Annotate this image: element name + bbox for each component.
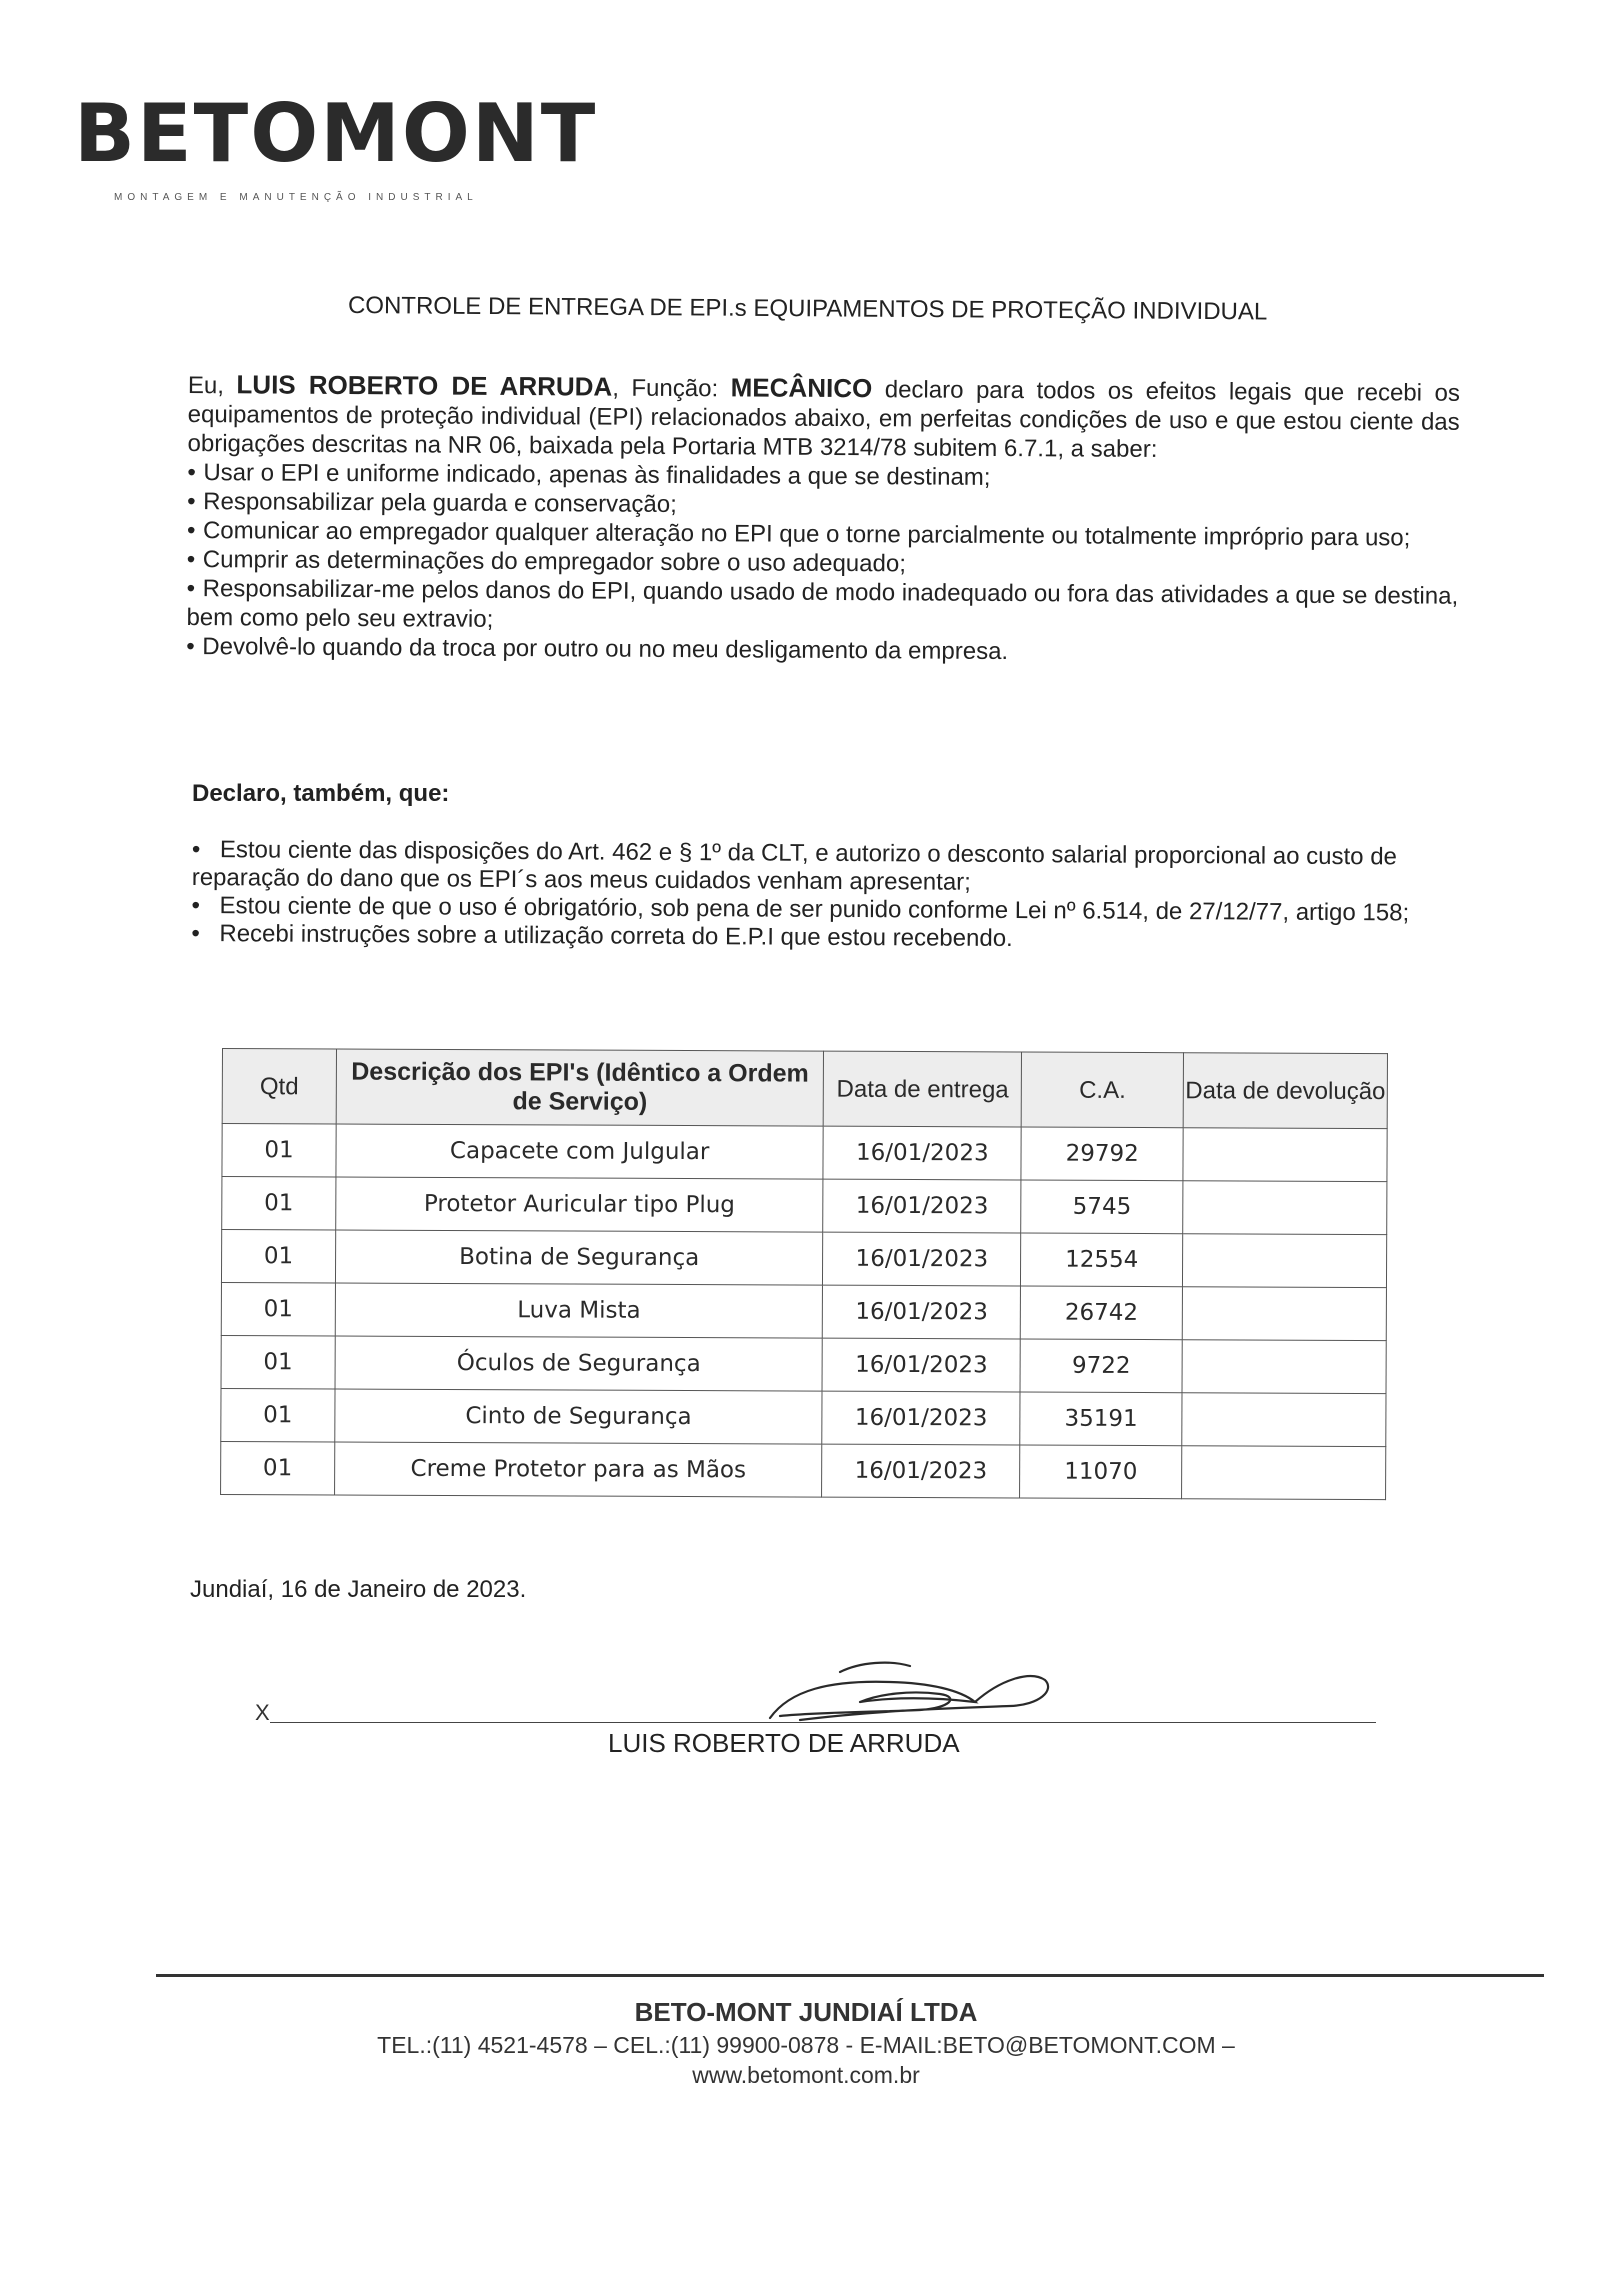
bullet-icon: • [187,487,196,516]
cell-ca: 26742 [1020,1286,1182,1340]
cell-return-date [1183,1234,1387,1288]
table-row [221,1230,1386,1288]
cell-description: Luva Mista [335,1283,823,1338]
employee-role: MECÂNICO [730,372,873,404]
cell-delivery-date: 16/01/2023 [822,1338,1020,1392]
cell-description: Creme Protetor para as Mãos [334,1442,822,1497]
list-item: • Estou ciente de que o uso é obrigatório, sob pena de ser punido conforme Lei nº 6.514, de 27/12/77, artigo 158; [191,891,1410,927]
list-item: • Estou ciente das disposições do Art. 462 e § 1º da CLT, e autorizo o desconto salarial proporcional ao custo de reparação do dano que os EPI´s aos meus cuidados venham apresentar; [191,836,1398,896]
epi-table [220,1048,1388,1500]
footer-contact: TEL.:(11) 4521-4578 – CEL.:(11) 99900-0878 - E-MAIL:BETO@BETOMONT.COM – [377,2032,1235,2058]
cell-qtd: 01 [222,1177,336,1230]
list-item: • Usar o EPI e uniforme indicado, apenas às finalidades a que se destinam; [187,458,991,491]
table-row [221,1388,1386,1446]
bullet-icon: • [186,632,195,661]
table-row [221,1441,1386,1499]
bullet-icon: • [191,919,200,948]
cell-qtd: 01 [222,1124,336,1177]
bullet-icon: • [191,836,201,864]
intro-eu: Eu, [187,371,225,400]
cell-description: Cinto de Segurança [335,1389,823,1444]
footer [156,1994,1456,2090]
cell-return-date [1183,1128,1387,1182]
place-date: Jundiaí, 16 de Janeiro de 2023. [190,1576,527,1603]
list-item: • Responsabilizar pela guarda e conservação; [187,487,677,518]
table-row [222,1177,1387,1235]
cell-description: Protetor Auricular tipo Plug [336,1177,824,1232]
cell-ca: 29792 [1021,1127,1183,1181]
cell-qtd: 01 [221,1335,335,1388]
declaration-body [186,370,1460,669]
cell-delivery-date: 16/01/2023 [823,1179,1021,1233]
funcao-label: , Função: [612,374,719,403]
table-row [221,1335,1386,1393]
cell-delivery-date: 16/01/2023 [823,1126,1021,1180]
intro-paragraph [187,370,1460,466]
bullet-icon: • [186,516,196,545]
table-header-row [222,1049,1387,1129]
cell-description: Capacete com Julgular [336,1124,824,1179]
cell-return-date [1182,1340,1386,1394]
cell-ca: 11070 [1020,1445,1182,1499]
header-return-date: Data de devolução [1183,1053,1387,1129]
document-title: CONTROLE DE ENTREGA DE EPI.s EQUIPAMENTOS DE PROTEÇÃO INDIVIDUAL [347,292,1268,326]
cell-delivery-date: 16/01/2023 [822,1391,1020,1445]
declarations-list [191,836,1460,956]
cell-ca: 12554 [1021,1233,1183,1287]
footer-company: BETO-MONT JUNDIAÍ LTDA [634,1997,978,2027]
cell-return-date [1182,1446,1386,1500]
cell-delivery-date: 16/01/2023 [823,1232,1021,1286]
cell-qtd: 01 [221,1283,335,1336]
handwritten-signature [760,1650,1060,1730]
header-ca: C.A. [1021,1052,1183,1128]
logo-subtitle: MONTAGEM E MANUTENÇÃO INDUSTRIAL [114,192,478,203]
header-delivery-date: Data de entrega [824,1051,1022,1127]
intro-text: declaro para todos os efeitos legais que recebi os equipamentos de proteção individual (EPI) relacionados abaixo, em perfeitas condições de uso e que estou ciente das obrigações descritas na NR 06, baixada pela Portaria MTB 3214/78 subitem 6.7.1, a saber: [187,376,1460,463]
cell-ca: 9722 [1020,1339,1182,1393]
bullet-icon: • [187,458,196,487]
list-item: • Devolvê-lo quando da troca por outro ou no meu desligamento da empresa. [186,632,1009,666]
list-item: • Comunicar ao empregador qualquer alteração no EPI que o torne parcialmente ou totalmente impróprio para uso; [186,516,1411,552]
signature-name: LUIS ROBERTO DE ARRUDA [608,1728,960,1758]
bullet-icon: • [191,891,201,920]
list-item: • Cumprir as determinações do empregador sobre o uso adequado; [186,545,906,578]
header-description: Descrição dos EPI's (Idêntico a Ordem de Serviço) [336,1049,824,1126]
signature-x-mark: X [255,1700,270,1725]
cell-return-date [1182,1287,1386,1341]
cell-qtd: 01 [221,1230,335,1283]
cell-qtd: 01 [221,1388,335,1441]
cell-return-date [1182,1393,1386,1447]
logo-text: BETOMONT [74,87,598,180]
cell-delivery-date: 16/01/2023 [822,1444,1020,1498]
cell-ca: 5745 [1021,1180,1183,1234]
header-qtd: Qtd [222,1049,336,1124]
cell-description: Óculos de Segurança [335,1336,823,1391]
list-item: • Responsabilizar-me pelos danos do EPI, quando usado de modo inadequado ou fora das atividades a que se destina, bem como pelo seu extravio; [186,574,1459,633]
list-item: • Recebi instruções sobre a utilização correta do E.P.I que estou recebendo. [191,919,1013,953]
footer-website: www.betomont.com.br [692,2062,920,2088]
table-row [221,1283,1386,1341]
also-declare-heading: Declaro, também, que: [192,780,450,807]
cell-ca: 35191 [1020,1392,1182,1446]
cell-delivery-date: 16/01/2023 [823,1285,1021,1339]
cell-return-date [1183,1181,1387,1235]
company-logo [74,87,598,203]
footer-divider [156,1974,1544,1977]
bullet-icon: • [186,545,196,574]
bullet-icon: • [186,574,196,603]
cell-qtd: 01 [221,1441,335,1494]
table-row [222,1124,1387,1182]
cell-description: Botina de Segurança [335,1230,823,1285]
employee-name: LUIS ROBERTO DE ARRUDA [236,369,613,402]
